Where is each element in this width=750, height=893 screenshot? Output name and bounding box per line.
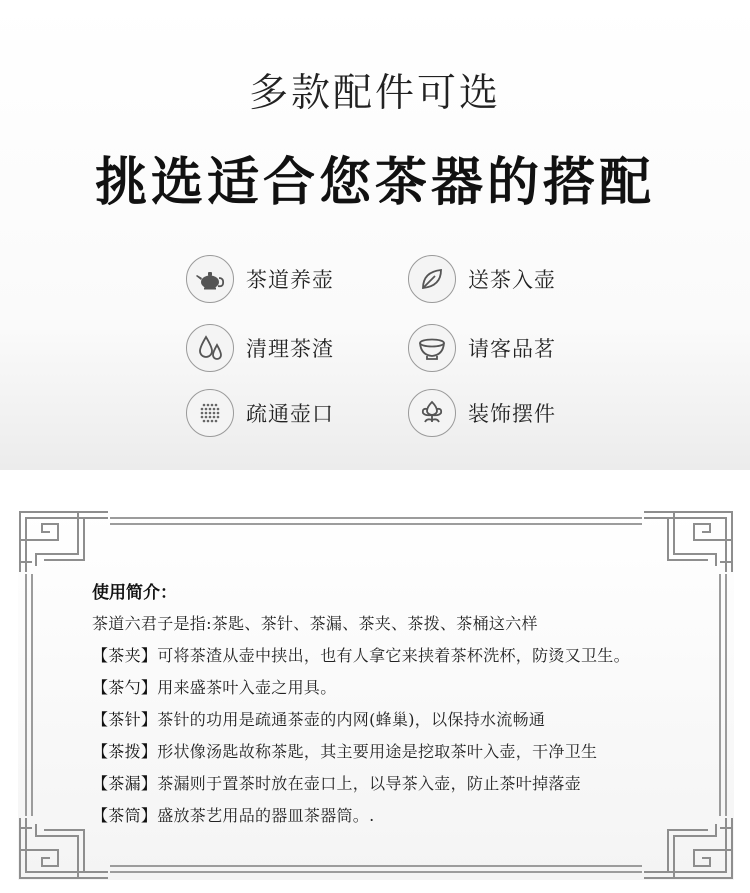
usage-heading: 使用简介： — [92, 583, 177, 603]
water-drops-icon — [186, 324, 234, 372]
usage-item-tag: 【茶勺】 — [92, 678, 158, 697]
usage-item-text: 可将茶渣从壶中挟出，也有人拿它来挟着茶杯洗杯，防烫又卫生。 — [157, 646, 630, 665]
usage-item — [92, 768, 712, 800]
feature-clean-dregs — [186, 322, 334, 374]
teapot-icon — [186, 255, 234, 303]
usage-content — [92, 578, 712, 832]
usage-item — [92, 800, 712, 832]
feature-clear-spout — [186, 387, 334, 439]
usage-item — [92, 736, 712, 768]
usage-item-text: 用来盛茶叶入壶之用具。 — [157, 678, 337, 697]
usage-item — [92, 640, 712, 672]
tea-bowl-icon — [408, 324, 456, 372]
usage-item — [92, 704, 712, 736]
feature-label: 茶道养壶 — [246, 268, 334, 292]
strainer-dots-icon — [186, 389, 234, 437]
corner-ornament-top-right — [642, 510, 734, 574]
feature-serve-guests — [408, 322, 556, 374]
leaf-icon — [408, 255, 456, 303]
lotus-icon — [408, 389, 456, 437]
usage-item-tag: 【茶漏】 — [92, 774, 158, 793]
feature-label: 疏通壶口 — [246, 402, 334, 426]
feature-label: 清理茶渣 — [246, 337, 334, 361]
usage-item-text: 形状像汤匙故称茶匙，其主要用途是挖取茶叶入壶，干净卫生 — [157, 742, 598, 761]
feature-label: 请客品茗 — [468, 337, 556, 361]
usage-item-text: 茶漏则于置茶时放在壶口上，以导茶入壶，防止茶叶掉落壶 — [157, 774, 582, 793]
usage-item-tag: 【茶针】 — [92, 710, 158, 729]
usage-item-text: 盛放茶艺用品的器皿茶器筒。. — [157, 806, 375, 825]
feature-tea-ceremony — [186, 253, 334, 305]
page-subtitle: 多款配件可选 — [248, 71, 501, 116]
page-title: 挑选适合您茶器的搭配 — [94, 153, 655, 213]
usage-intro: 茶道六君子是指:茶匙、茶针、茶漏、茶夹、茶拨、茶桶这六样 — [92, 614, 538, 633]
usage-item-text: 茶针的功用是疏通茶壶的内网(蜂巢)，以保持水流畅通 — [157, 710, 546, 729]
usage-item-tag: 【茶拨】 — [92, 742, 158, 761]
usage-item — [92, 672, 712, 704]
usage-item-tag: 【茶夹】 — [92, 646, 158, 665]
feature-label: 送茶入壶 — [468, 268, 556, 292]
usage-item-tag: 【茶筒】 — [92, 806, 158, 825]
corner-ornament-top-left — [18, 510, 110, 574]
feature-tea-into-pot — [408, 253, 556, 305]
feature-decoration — [408, 387, 556, 439]
usage-panel — [18, 510, 734, 880]
feature-label: 装饰摆件 — [468, 402, 556, 426]
